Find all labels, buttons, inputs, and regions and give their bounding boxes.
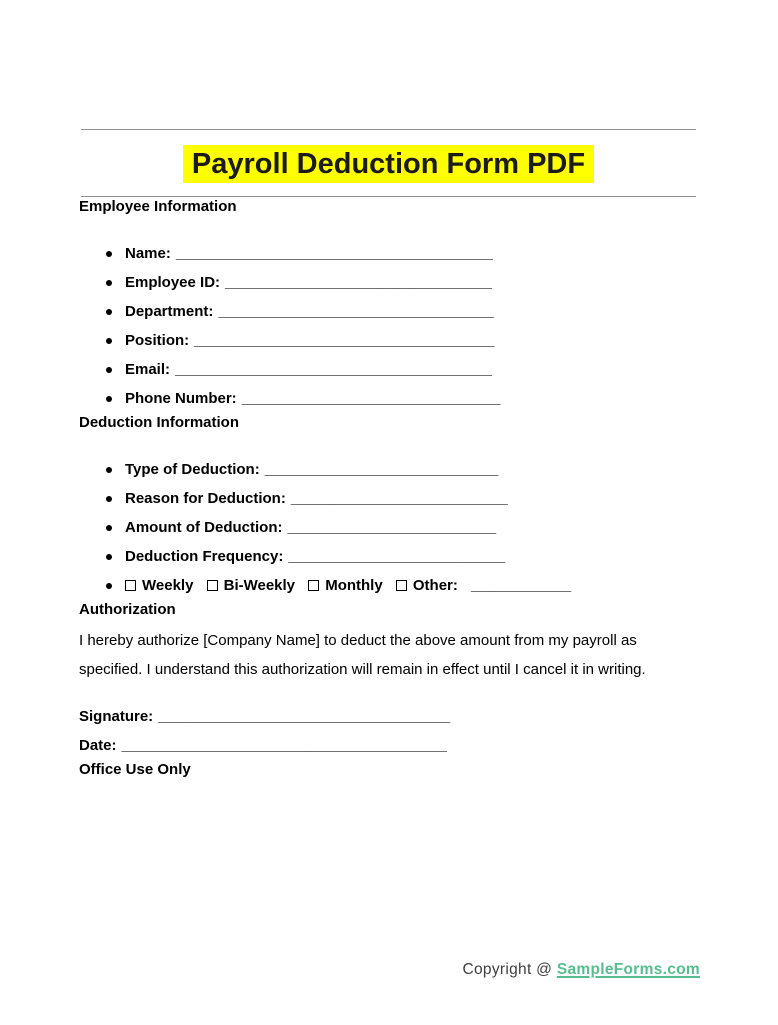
- list-item-name: [79, 239, 698, 268]
- sampleforms-link[interactable]: SampleForms.com: [556, 961, 700, 978]
- fill-in-line: _________________________: [287, 519, 497, 536]
- office-use-heading: Office Use Only: [79, 761, 191, 778]
- bullet-icon: [106, 367, 112, 373]
- field-label: Name:: [125, 245, 171, 262]
- field-label: Deduction Frequency:: [125, 548, 284, 565]
- deduction-info-heading: Deduction Information: [79, 414, 239, 431]
- bullet-icon: [106, 396, 112, 402]
- date-line: _______________________________________: [121, 737, 447, 754]
- checkbox-weekly-icon: [125, 580, 136, 591]
- authorization-heading: Authorization: [79, 601, 176, 618]
- field-label: Amount of Deduction:: [125, 519, 283, 536]
- frequency-option-monthly: [308, 577, 383, 594]
- authorization-text: I hereby authorize [Company Name] to deduct the above amount from my payroll as specified. I understand this authorization will remain in effect until I cancel it in writing.: [79, 632, 646, 678]
- employee-info-heading: Employee Information: [79, 198, 237, 215]
- list-item-type-of-deduction: [79, 455, 698, 484]
- field-label: Phone Number:: [125, 390, 237, 407]
- bullet-icon: [106, 525, 112, 531]
- date-label: Date:: [79, 737, 117, 754]
- list-item-phone-number: [79, 384, 698, 413]
- fill-in-line: ____________________________: [264, 461, 499, 478]
- signature-line: ___________________________________: [158, 708, 451, 725]
- field-label: Employee ID:: [125, 274, 221, 291]
- frequency-option-other: [396, 577, 458, 594]
- fill-in-line: _______________________________: [241, 390, 501, 407]
- signature-label: Signature:: [79, 708, 154, 725]
- list-item-position: [79, 326, 698, 355]
- bullet-icon: [106, 554, 112, 560]
- fill-in-line: ______________________________________: [175, 245, 493, 262]
- frequency-option-biweekly: [207, 577, 295, 594]
- copyright-footer: [463, 961, 700, 979]
- bullet-icon: [106, 338, 112, 344]
- bullet-icon: [106, 496, 112, 502]
- frequency-option-weekly: [125, 577, 193, 594]
- bullet-icon: [106, 251, 112, 257]
- checkbox-biweekly-icon: [207, 580, 218, 591]
- fill-in-line: ________________________________: [225, 274, 492, 291]
- bullet-icon: [106, 280, 112, 286]
- field-label: Department:: [125, 303, 214, 320]
- bullet-icon: [106, 583, 112, 589]
- top-divider: [81, 129, 696, 130]
- fill-in-line: __________________________: [290, 490, 508, 507]
- fill-in-line: ____________: [471, 577, 572, 594]
- signature-block: [79, 702, 698, 760]
- list-item-frequency-options: [79, 571, 698, 600]
- list-item-email: [79, 355, 698, 384]
- list-item-reason-for-deduction: [79, 484, 698, 513]
- bullet-icon: [106, 467, 112, 473]
- frequency-option-label: Weekly: [142, 577, 194, 594]
- field-label: Email:: [125, 361, 171, 378]
- list-item-employee-id: [79, 268, 698, 297]
- field-label: Reason for Deduction:: [125, 490, 286, 507]
- title-band: [79, 145, 698, 183]
- employee-info-list: [79, 239, 698, 413]
- list-item-deduction-frequency: [79, 542, 698, 571]
- fill-in-line: __________________________: [288, 548, 506, 565]
- fill-in-line: ______________________________________: [175, 361, 493, 378]
- field-label: Type of Deduction:: [125, 461, 260, 478]
- deduction-info-list: [79, 455, 698, 600]
- list-item-department: [79, 297, 698, 326]
- date-row: [79, 731, 698, 760]
- signature-row: [79, 702, 698, 731]
- frequency-option-label: Other:: [412, 577, 458, 594]
- fill-in-line: _________________________________: [218, 303, 494, 320]
- frequency-option-label: Monthly: [325, 577, 383, 594]
- field-label: Position:: [125, 332, 190, 349]
- list-item-amount-of-deduction: [79, 513, 698, 542]
- frequency-option-label: Bi-Weekly: [223, 577, 296, 594]
- checkbox-monthly-icon: [308, 580, 319, 591]
- fill-in-line: ____________________________________: [194, 332, 495, 349]
- page-title: Payroll Deduction Form PDF: [183, 145, 594, 183]
- bullet-icon: [106, 309, 112, 315]
- checkbox-other-icon: [396, 580, 407, 591]
- copyright-text: Copyright @: [462, 961, 557, 978]
